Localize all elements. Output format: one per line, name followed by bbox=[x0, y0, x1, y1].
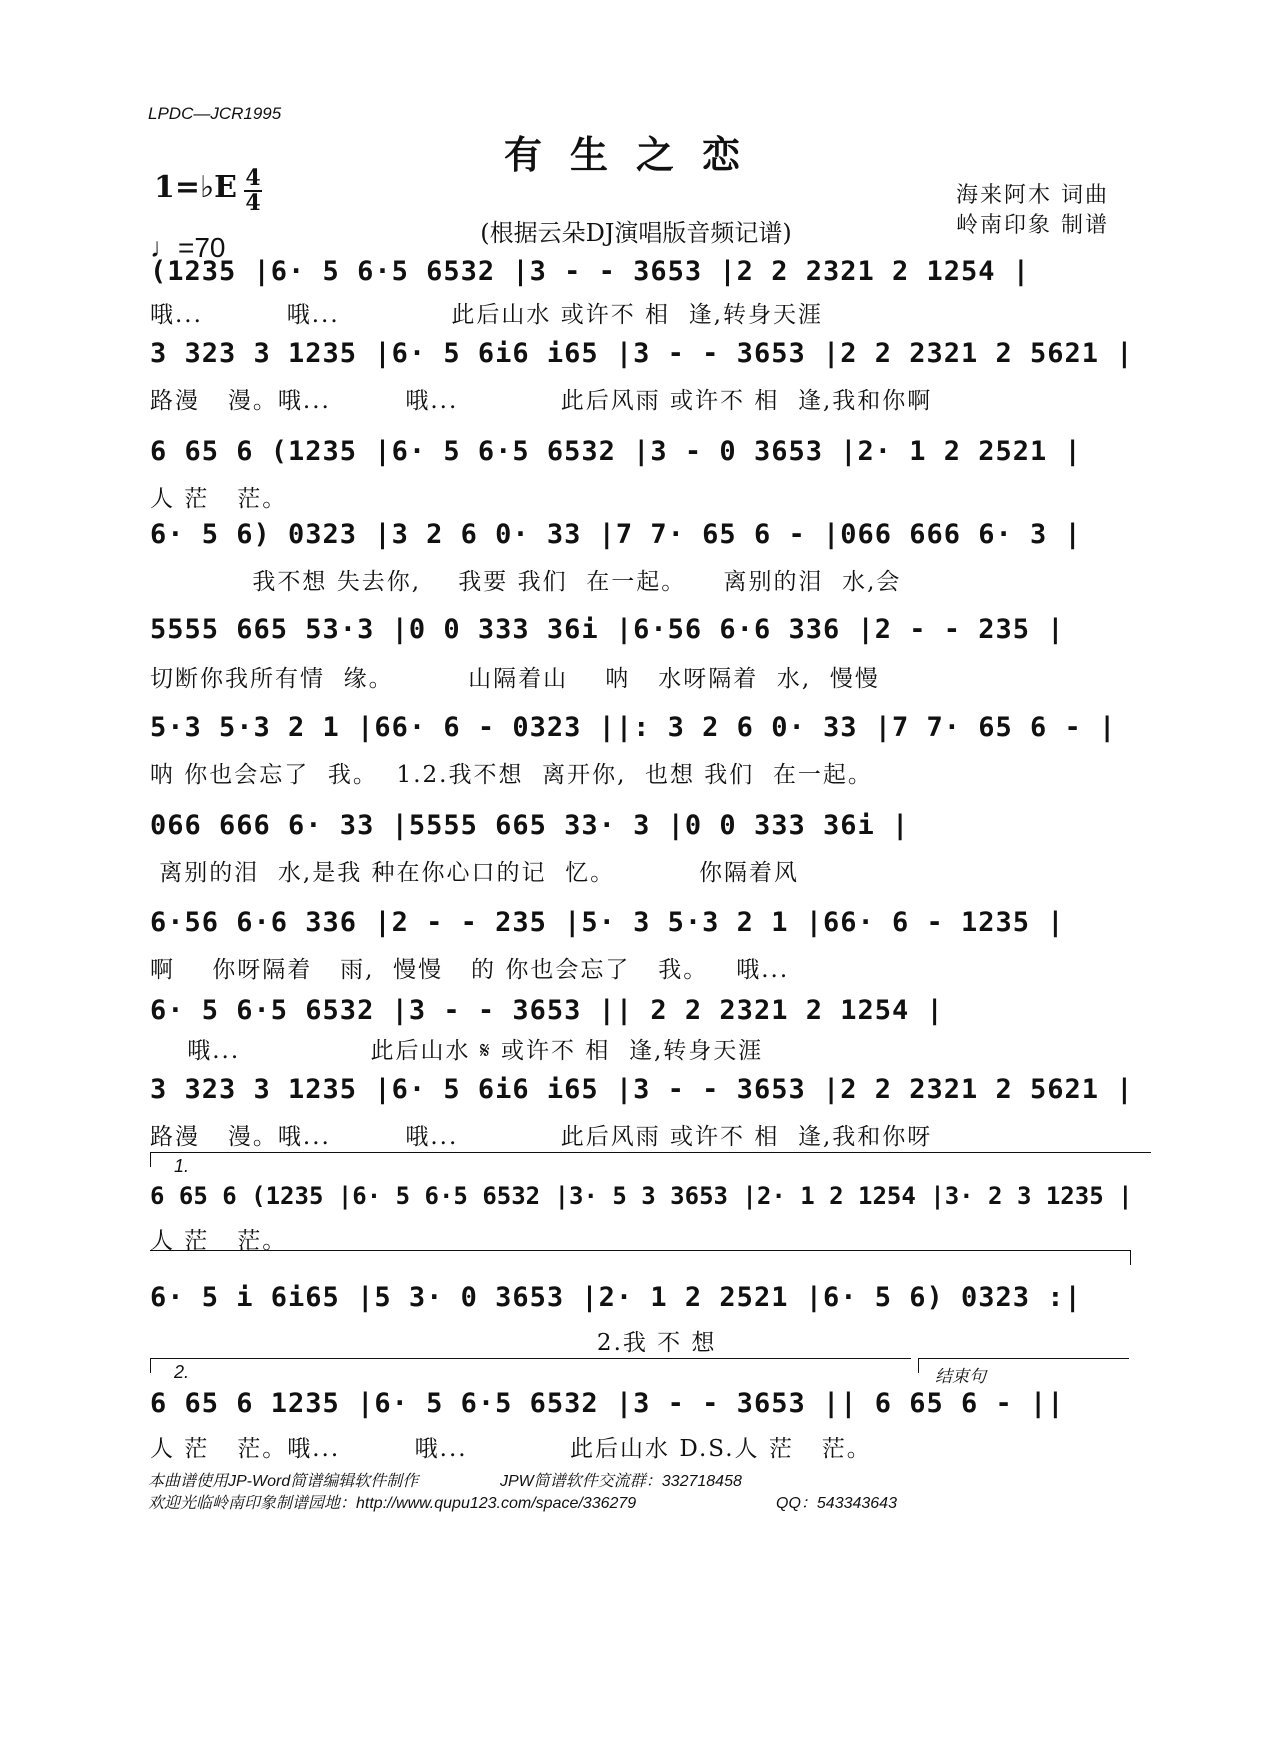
meter-bottom: 4 bbox=[245, 190, 261, 216]
credit-score: 岭南印象 制谱 bbox=[956, 213, 1109, 238]
lyric-row-4: 我不想 失去你, 我要 我们 在一起。 离别的泪 水,会 bbox=[150, 569, 902, 595]
lyric-row-12: 2.我 不 想 bbox=[150, 1330, 717, 1356]
page-title: 有生之恋 bbox=[503, 132, 768, 177]
notation-row-10: 3 323 3 1235 |6· 5 6i6 i65 |3 - - 3653 |2 2 2321 2 5621 | bbox=[150, 1074, 1134, 1105]
lyric-row-6: 呐 你也会忘了 我。 1.2.我不想 离开你, 也想 我们 在一起。 bbox=[150, 762, 873, 788]
lyric-row-5: 切断你我所有情 缘。 山隔着山 呐 水呀隔着 水, 慢慢 bbox=[150, 666, 880, 692]
footer-software: 本曲谱使用JP-Word简谱编辑软件制作 bbox=[148, 1473, 419, 1490]
lyric-row-13: 人 茫 茫。哦... 哦... 此后山水 D.S.人 茫 茫。 bbox=[150, 1436, 872, 1462]
credit-lyrics: 海来阿木 词曲 bbox=[956, 183, 1109, 208]
notation-row-5: 5555 665 53·3 |0 0 333 36i |6·56 6·6 336 |2 - - 235 | bbox=[150, 614, 1065, 645]
lyric-row-9: 哦... 此后山水 𝄋 或许不 相 逢,转身天涯 bbox=[150, 1038, 764, 1064]
notation-row-13: 6 65 6 1235 |6· 5 6·5 6532 |3 - - 3653 || 6 65 6 - || bbox=[150, 1388, 1065, 1419]
lyric-row-3: 人 茫 茫。 bbox=[150, 486, 288, 512]
volta-label-2: 2. bbox=[174, 1362, 190, 1382]
notation-row-2: 3 323 3 1235 |6· 5 6i6 i65 |3 - - 3653 |2 2 2321 2 5621 | bbox=[150, 338, 1134, 369]
lyric-row-7: 离别的泪 水,是我 种在你心口的记 忆。 你隔着风 bbox=[150, 860, 799, 886]
volta-label-1: 1. bbox=[174, 1156, 190, 1176]
notation-row-11: 6 65 6 (1235 |6· 5 6·5 6532 |3· 5 3 3653 |2· 1 2 1254 |3· 2 3 1235 | bbox=[150, 1182, 1133, 1210]
meter-top: 4 bbox=[245, 165, 261, 191]
time-signature bbox=[244, 165, 262, 216]
subtitle: (根据云朵DJ演唱版音频记谱) bbox=[480, 219, 792, 247]
tempo-marking: ♩=70 bbox=[150, 232, 226, 263]
footer-qq: QQ：543343643 bbox=[776, 1495, 897, 1512]
notation-row-3: 6 65 6 (1235 |6· 5 6·5 6532 |3 - 0 3653 |2· 1 2 2521 | bbox=[150, 436, 1082, 467]
notation-row-12: 6· 5 i 6i65 |5 3· 0 3653 |2· 1 2 2521 |6· 5 6) 0323 :| bbox=[150, 1282, 1082, 1313]
notation-row-4: 6· 5 6) 0323 |3 2 6 0· 33 |7 7· 65 6 - |066 666 6· 3 | bbox=[150, 519, 1082, 550]
notation-row-9: 6· 5 6·5 6532 |3 - - 3653 || 2 2 2321 2 1254 | bbox=[150, 995, 944, 1026]
lyric-row-1: 哦... 哦... 此后山水 或许不 相 逢,转身天涯 bbox=[150, 302, 823, 328]
footer-group: JPW简谱软件交流群：332718458 bbox=[500, 1473, 742, 1490]
notation-row-6: 5·3 5·3 2 1 |66· 6 - 0323 ||: 3 2 6 0· 33 |7 7· 65 6 - | bbox=[150, 712, 1117, 743]
coda-label: 结束句 bbox=[935, 1367, 986, 1386]
notation-row-1: (1235 |6· 5 6·5 6532 |3 - - 3653 |2 2 2321 2 1254 | bbox=[150, 256, 1031, 287]
lyric-row-8: 啊 你呀隔着 雨, 慢慢 的 你也会忘了 我。 哦... bbox=[150, 957, 790, 983]
notation-row-7: 066 666 6· 33 |5555 665 33· 3 |0 0 333 36i | bbox=[150, 810, 910, 841]
notation-row-8: 6·56 6·6 336 |2 - - 235 |5· 3 5·3 2 1 |66· 6 - 1235 | bbox=[150, 907, 1065, 938]
volta-bracket-2 bbox=[150, 1358, 911, 1373]
lyric-row-2: 路漫 漫。哦... 哦... 此后风雨 或许不 相 逢,我和你啊 bbox=[150, 388, 933, 414]
lyric-row-10: 路漫 漫。哦... 哦... 此后风雨 或许不 相 逢,我和你呀 bbox=[150, 1124, 933, 1150]
score-code: LPDC—JCR1995 bbox=[148, 104, 282, 123]
lyric-row-11: 人 茫 茫。 bbox=[150, 1228, 288, 1254]
key-signature: 1=♭E bbox=[154, 170, 238, 205]
volta-bracket-1 bbox=[150, 1152, 1151, 1167]
footer-website: 欢迎光临岭南印象制谱园地：http://www.qupu123.com/space/336279 bbox=[148, 1495, 637, 1512]
